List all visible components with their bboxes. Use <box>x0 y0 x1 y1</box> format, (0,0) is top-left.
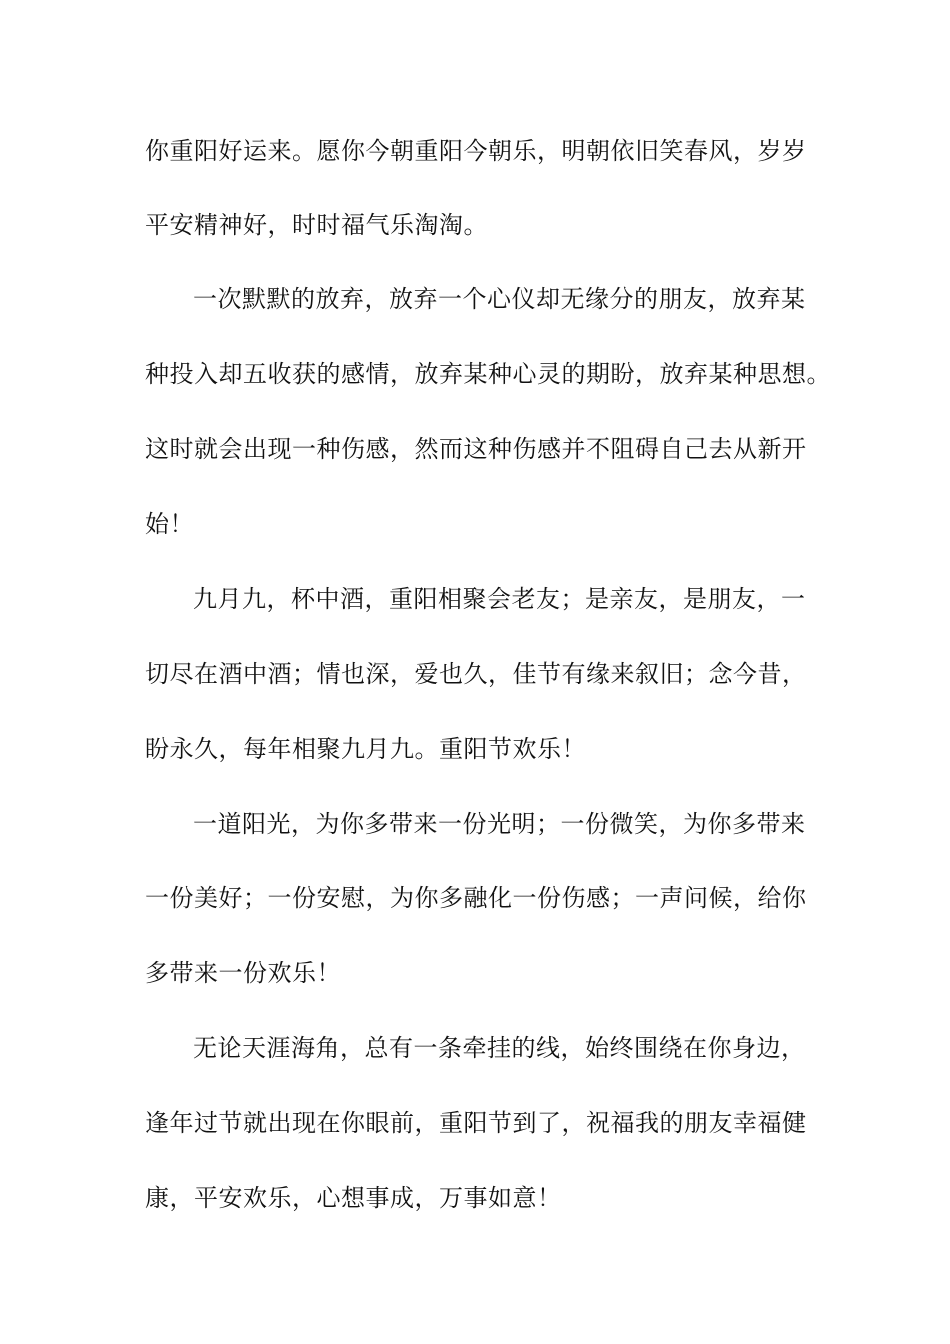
text-line: 你重阳好运来。愿你今朝重阳今朝乐，明朝依旧笑春风，岁岁 <box>145 137 807 165</box>
text-line: 盼永久，每年相聚九月九。重阳节欢乐！ <box>145 735 586 763</box>
text-line: 康，平安欢乐，心想事成，万事如意！ <box>145 1184 562 1212</box>
text-line: 这时就会出现一种伤感，然而这种伤感并不阻碍自己去从新开 <box>145 435 807 463</box>
paragraph-first-line: 九月九，杯中酒，重阳相聚会老友；是亲友，是朋友，一 <box>193 585 806 613</box>
paragraph-first-line: 无论天涯海角，总有一条牵挂的线，始终围绕在你身边， <box>193 1034 806 1062</box>
paragraph-first-line: 一次默默的放弃，放弃一个心仪却无缘分的朋友，放弃某 <box>193 285 806 313</box>
text-line: 逢年过节就出现在你眼前，重阳节到了，祝福我的朋友幸福健 <box>145 1109 807 1137</box>
text-line: 平安精神好，时时福气乐淘淘。 <box>145 211 488 239</box>
text-line: 种投入却五收获的感情，放弃某种心灵的期盼，放弃某种思想。 <box>145 360 831 388</box>
text-line: 切尽在酒中酒；情也深，爱也久，佳节有缘来叙旧；念今昔， <box>145 660 807 688</box>
paragraph-first-line: 一道阳光，为你多带来一份光明；一份微笑，为你多带来 <box>193 810 806 838</box>
text-line: 多带来一份欢乐！ <box>145 959 341 987</box>
text-line: 始！ <box>145 510 194 538</box>
text-line: 一份美好；一份安慰，为你多融化一份伤感；一声问候，给你 <box>145 884 807 912</box>
